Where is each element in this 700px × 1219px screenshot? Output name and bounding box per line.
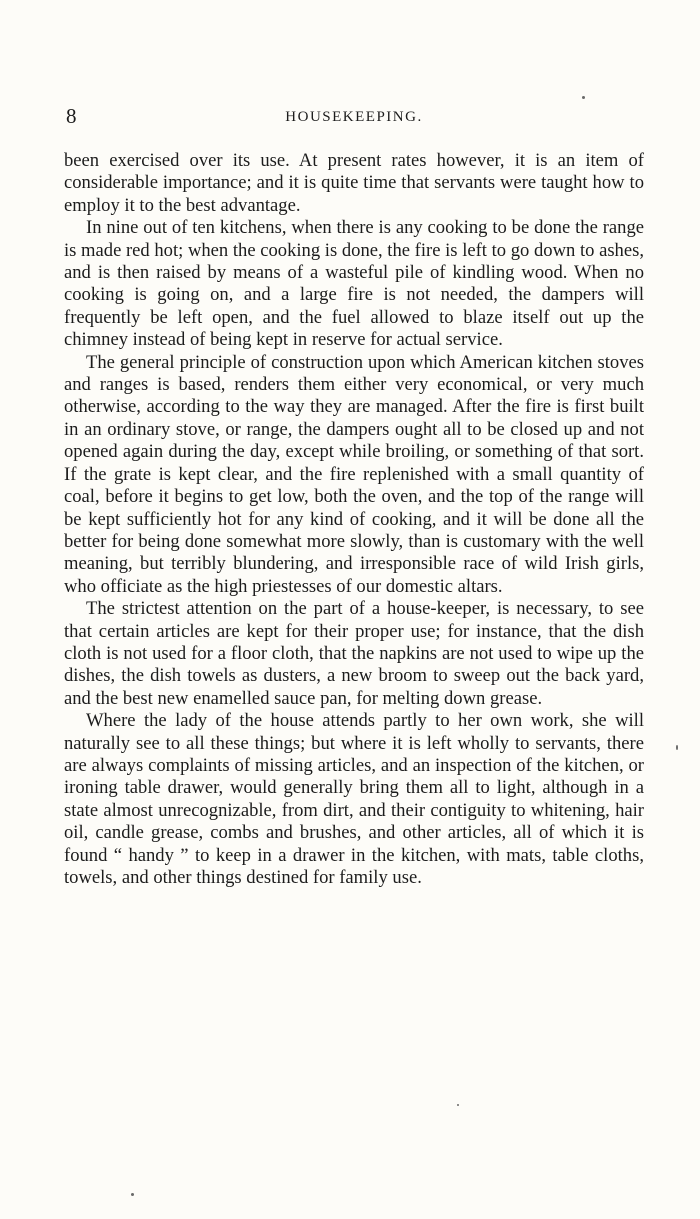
- print-speck: [131, 1193, 134, 1196]
- paragraph-kitchen-range: In nine out of ten kitchens, when there is any cooking to be done the range is made red hot; when the cooking is done, the fire is left to go down to ashes, and is then raised by means of a wasteful pile of kindling wood. When no cooking is going on, and a large fire is not needed, the dampers will frequently be left open, and the fuel allowed to blaze itself out up the chimney instead of being kept in reserve for actual service.: [64, 217, 644, 351]
- paragraph-lady-of-house: Where the lady of the house attends partly to her own work, she will naturally see to all these things; but where it is left wholly to servants, there are always complaints of missing articles, and an inspection of the kitchen, or ironing table drawer, would generally bring them all to light, although in a state almost unrecognizable, from dirt, and their contiguity to whitening, hair oil, candle grease, combs and brushes, and other articles, all of which it is found “ handy ” to keep in a drawer in the kitchen, with mats, table cloths, towels, and other things destined for family use.: [64, 710, 644, 888]
- paragraph-continued: been exercised over its use. At present rates however, it is an item of considerable importance; and it is quite time that servants were taught how to employ it to the best advantage.: [64, 150, 644, 216]
- paragraph-stove-construction: The general principle of construction upon which American kitchen stoves and ranges is based, renders them either very economical, or very much otherwise, according to the way they are managed. After the fire is first built in an ordinary stove, or range, the dampers ought all to be closed up and not opened again during the day, except while broiling, or something of that sort. If the grate is kept clear, and the fire replenished with a small quantity of coal, before it begins to get low, both the oven, and the top of the range will be kept sufficiently hot for any kind of cooking, and it will be done all the better for being done somewhat more slowly, than is customary with the well meaning, but terribly blundering, and irresponsible race of wild Irish girls, who officiate as the high priestesses of our domestic altars.: [64, 351, 644, 597]
- running-title: HOUSEKEEPING.: [285, 109, 423, 125]
- page-number: 8: [66, 104, 77, 128]
- paragraph-house-keeper-attention: The strictest attention on the part of a house-keeper, is necessary, to see that certain articles are kept for their proper use; for instance, that the dish cloth is not used for a floor cloth, that the napkins are not used to wipe up the dishes, the dish towels as dusters, a new broom to sweep out the back yard, and the best new enamelled sauce pan, for melting down grease.: [64, 598, 644, 709]
- print-speck: [457, 1104, 459, 1106]
- running-head: [66, 103, 642, 129]
- print-speck: [676, 745, 678, 750]
- body-text: [64, 150, 644, 889]
- print-speck: [582, 96, 585, 99]
